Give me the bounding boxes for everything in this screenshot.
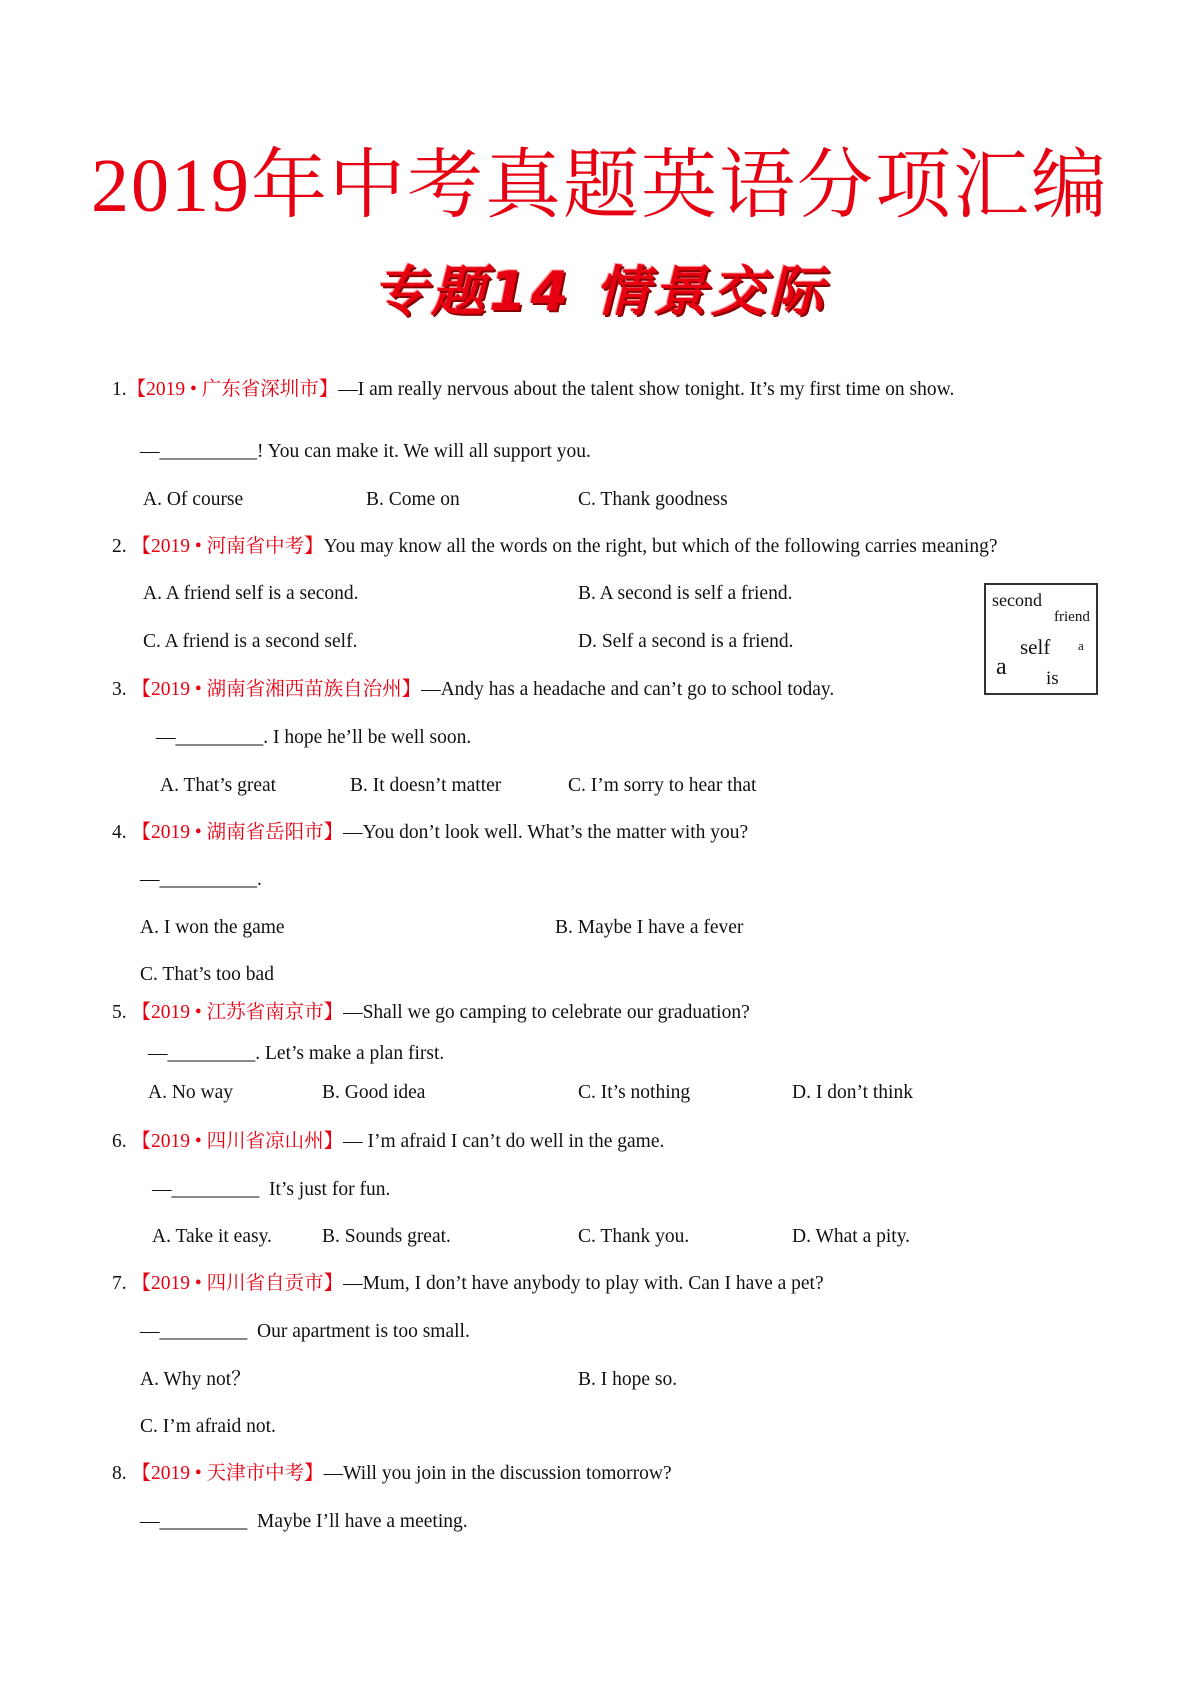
option-c: C. A friend is a second self.: [143, 631, 358, 652]
question-stem: —Shall we go camping to celebrate our graduation?: [343, 1002, 750, 1023]
question-5-answer-line: —_________. Let’s make a plan first.: [148, 1043, 445, 1064]
page-title: 2019年中考真题英语分项汇编: [91, 144, 1109, 228]
option-a: A. Why not？: [140, 1369, 251, 1390]
option-d: D. Self a second is a friend.: [578, 631, 794, 652]
question-number: 7.: [112, 1273, 127, 1294]
option-b: B. A second is self a friend.: [578, 583, 793, 604]
option-c: C. Thank you.: [578, 1226, 690, 1247]
question-1-answer-line: —__________! You can make it. We will all support you.: [140, 441, 591, 462]
question-number: 5.: [112, 1002, 127, 1023]
question-source: 【2019 • 湖南省岳阳市】: [131, 822, 344, 843]
option-c: C. Thank goodness: [578, 489, 728, 510]
question-8-answer-line: —_________ Maybe I’ll have a meeting.: [140, 1511, 468, 1532]
question-stem: —I am really nervous about the talent show tonight. It’s my first time on show.: [338, 379, 955, 400]
question-3-answer-line: —_________. I hope he’ll be well soon.: [156, 727, 472, 748]
option-b: B. I hope so.: [578, 1369, 678, 1390]
question-stem: — I’m afraid I can’t do well in the game.: [343, 1131, 665, 1152]
question-source: 【2019 • 湖南省湘西苗族自治州】: [131, 679, 422, 700]
option-b: B. Good idea: [322, 1082, 426, 1103]
image-word: a: [1078, 638, 1084, 653]
image-word: self: [1020, 635, 1051, 659]
option-b: B. Come on: [366, 489, 460, 510]
option-b: B. Sounds great.: [322, 1226, 451, 1247]
option-b: B. It doesn’t matter: [350, 775, 502, 796]
option-a: A. That’s great: [160, 775, 277, 796]
question-stem: You may know all the words on the right, but which of the following carries meaning?: [323, 536, 998, 557]
option-a: A. Take it easy.: [152, 1226, 272, 1247]
question-stem: —Andy has a headache and can’t go to school today.: [421, 679, 835, 700]
question-4-stem-line: [112, 823, 748, 843]
question-source: 【2019 • 广东省深圳市】: [126, 379, 339, 400]
question-5-stem-line: [112, 1003, 750, 1023]
image-word: friend: [1054, 609, 1090, 625]
question-source: 【2019 • 江苏省南京市】: [131, 1002, 344, 1023]
question-number: 8.: [112, 1463, 127, 1484]
question-source: 【2019 • 四川省凉山州】: [131, 1131, 344, 1152]
question-7-answer-line: —_________ Our apartment is too small.: [140, 1321, 470, 1342]
option-a: A. I won the game: [140, 917, 285, 938]
option-d: D. I don’t think: [792, 1082, 913, 1103]
image-word: second: [992, 590, 1042, 610]
question-6-stem-line: [112, 1132, 664, 1152]
question-3-stem-line: [112, 680, 834, 700]
option-a: A. Of course: [143, 489, 244, 510]
image-word: a: [996, 654, 1007, 680]
question-source: 【2019 • 天津市中考】: [131, 1463, 324, 1484]
scrambled-words-image: [984, 583, 1098, 695]
option-c: C. I’m afraid not.: [140, 1416, 276, 1437]
option-c: C. That’s too bad: [140, 964, 274, 985]
question-8-stem-line: [112, 1464, 672, 1484]
question-number: 6.: [112, 1131, 127, 1152]
image-word: is: [1046, 668, 1059, 689]
question-source: 【2019 • 四川省自贡市】: [131, 1273, 344, 1294]
question-number: 1.: [112, 379, 127, 400]
question-2-stem-line: [112, 537, 997, 557]
option-d: D. What a pity.: [792, 1226, 911, 1247]
option-c: C. It’s nothing: [578, 1082, 691, 1103]
question-6-answer-line: —_________ It’s just for fun.: [152, 1179, 391, 1200]
option-c: C. I’m sorry to hear that: [568, 775, 757, 796]
option-b: B. Maybe I have a fever: [555, 917, 744, 938]
question-source: 【2019 • 河南省中考】: [131, 536, 324, 557]
question-4-answer-line: —__________.: [140, 869, 262, 890]
question-number: 3.: [112, 679, 127, 700]
question-stem: —Mum, I don’t have anybody to play with. Can I have a pet?: [343, 1273, 824, 1294]
page-subtitle: 专题14 情景交际: [373, 260, 827, 323]
option-a: A. No way: [148, 1082, 234, 1103]
question-stem: —You don’t look well. What’s the matter with you?: [343, 822, 749, 843]
question-number: 4.: [112, 822, 127, 843]
option-a: A. A friend self is a second.: [143, 583, 359, 604]
question-1-stem-line: [112, 380, 954, 400]
question-stem: —Will you join in the discussion tomorrow?: [323, 1463, 672, 1484]
question-7-stem-line: [112, 1274, 824, 1294]
question-number: 2.: [112, 536, 127, 557]
